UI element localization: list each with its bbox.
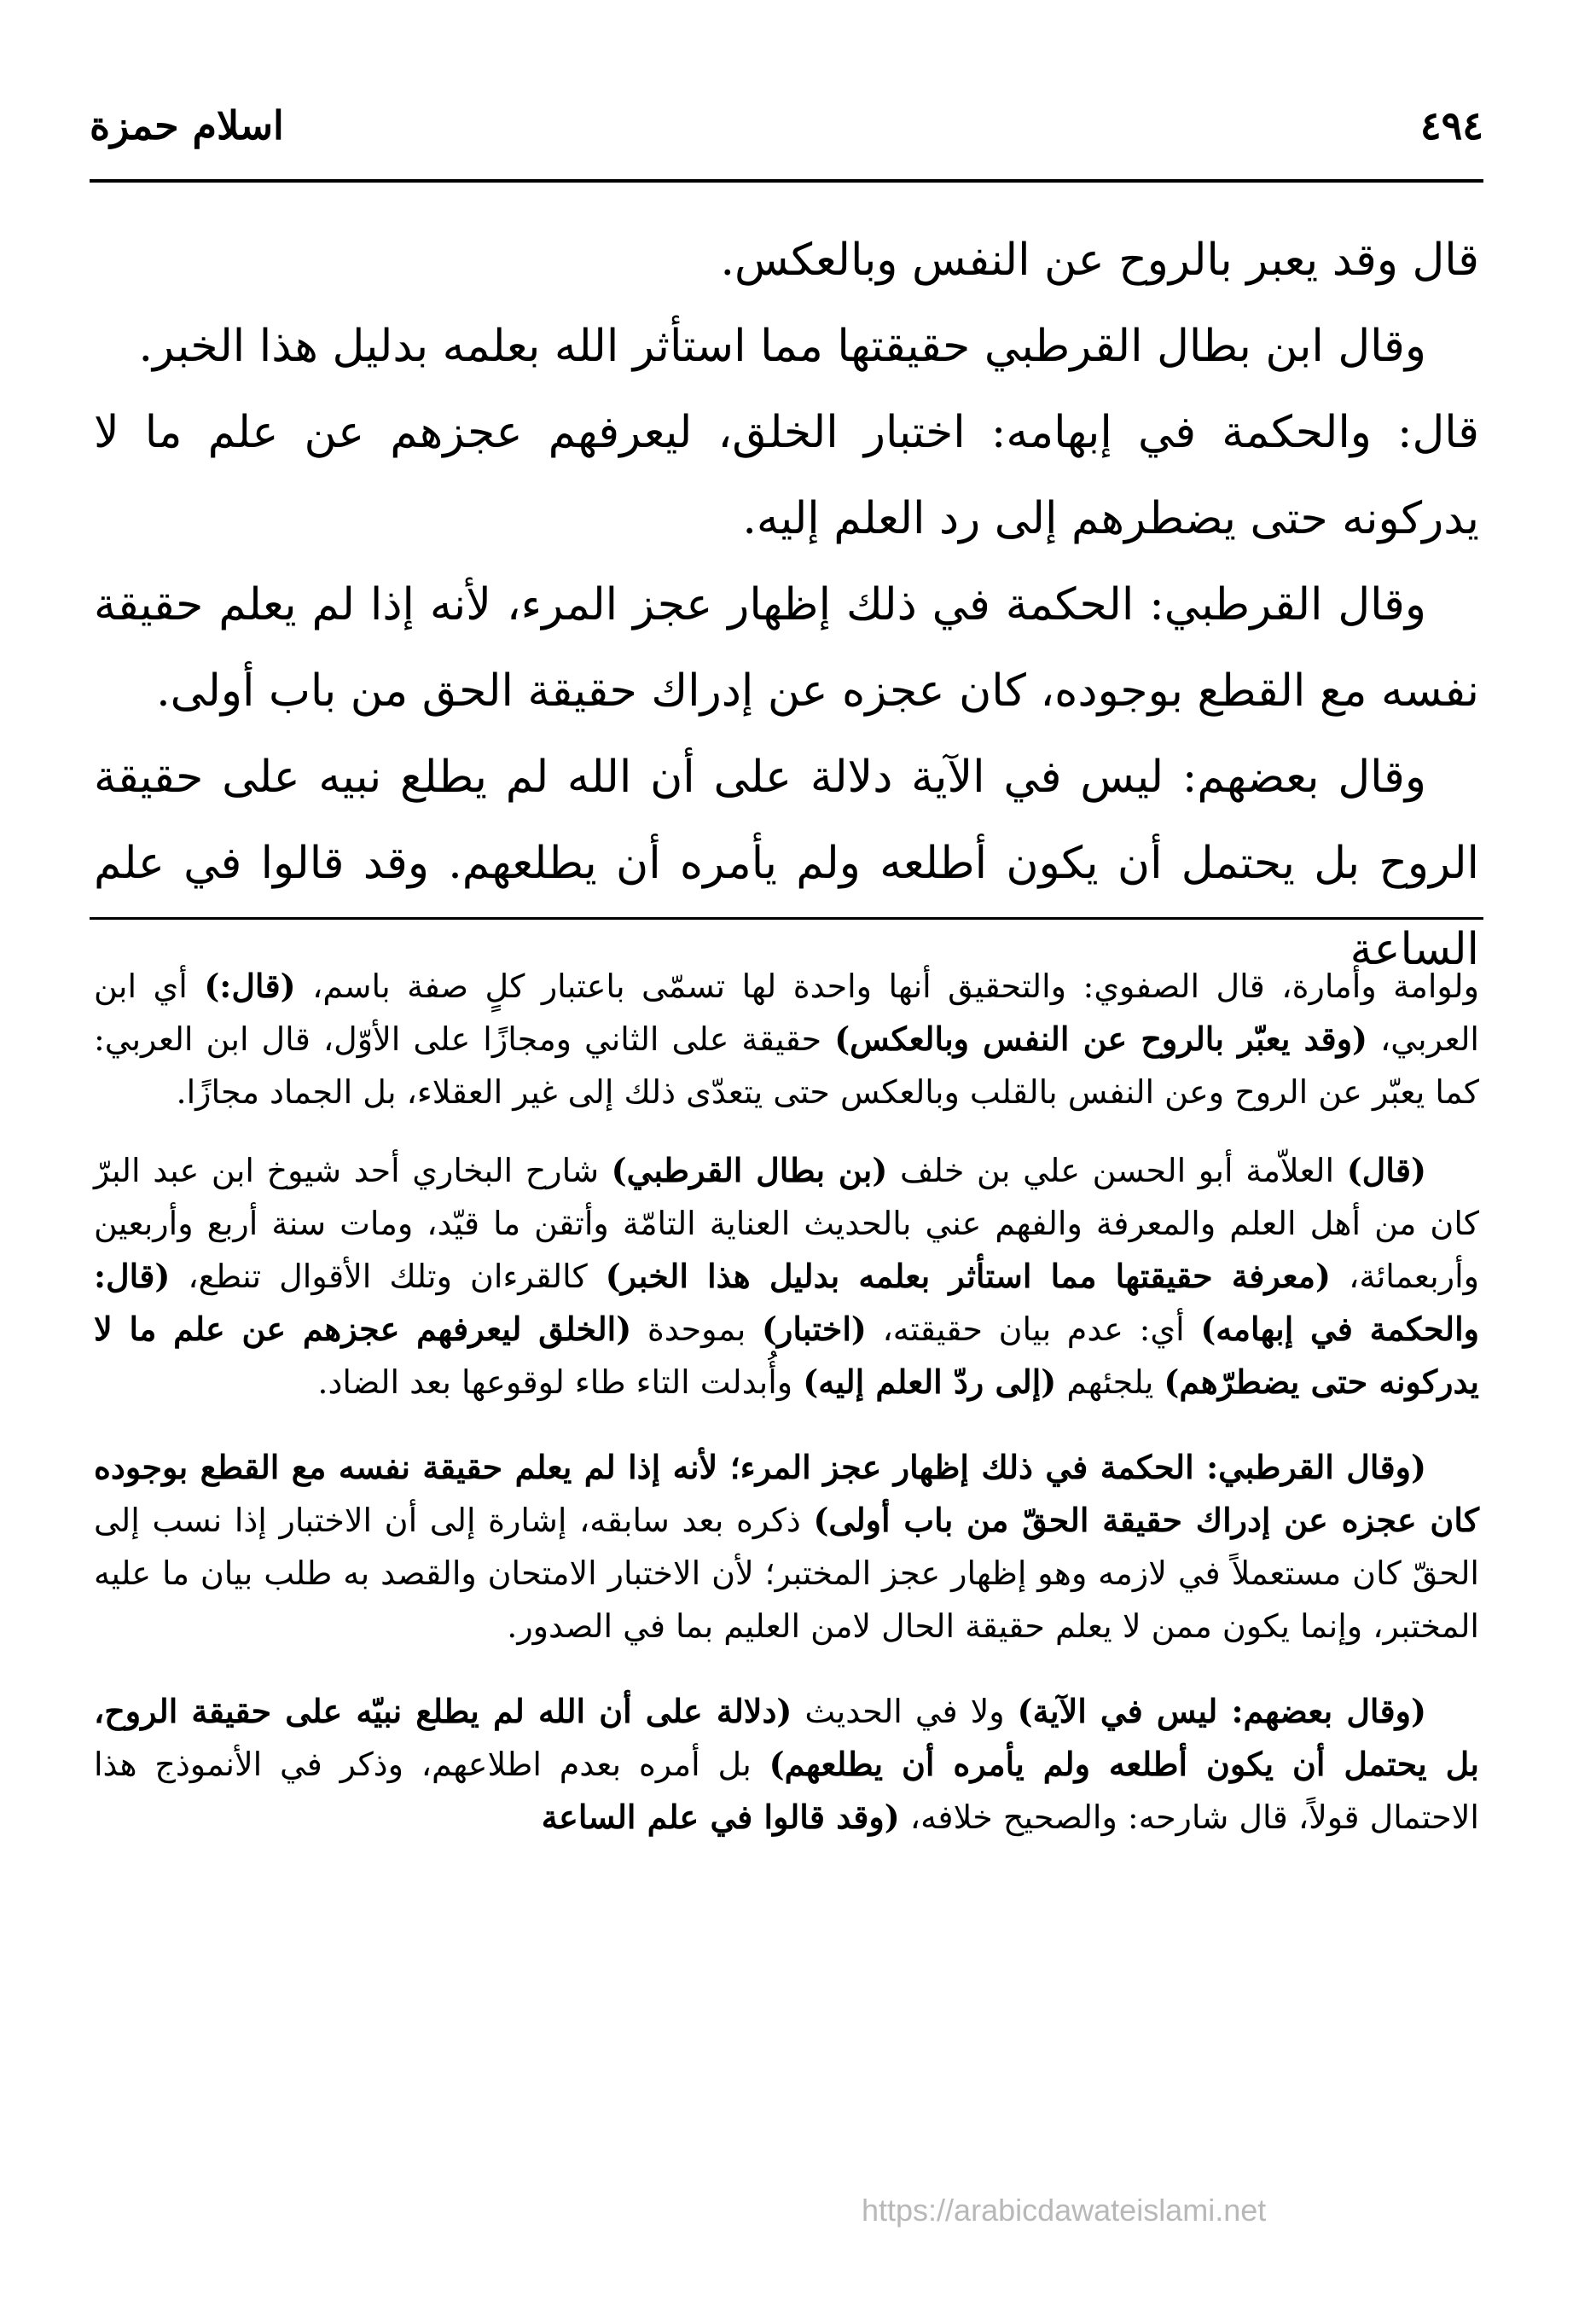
page-number: ٤٩٤ bbox=[1419, 102, 1483, 148]
commentary bbox=[94, 960, 1479, 1876]
page-header bbox=[90, 102, 1483, 179]
quoted-text: (دلالة على أن الله لم يطلع نبيّه على حقيقة الروح، بل يحتمل أن يكون أطلعه ولم يأمره أن يطلعهم) bbox=[94, 1692, 1479, 1783]
main-paragraph: قال وقد يعبر بالروح عن النفس وبالعكس. bbox=[720, 235, 1479, 286]
quoted-text: (قال: والحكمة في إبهامه) bbox=[94, 1257, 1479, 1348]
main-paragraph: وقال بعضهم: ليس في الآية دلالة على أن الله لم يطلع نبيه على حقيقة الروح بل يحتمل أن يكون أطلعه ولم يأمره أن يطلعهم. وقد قالوا في علم الساعة bbox=[94, 752, 1479, 975]
quoted-text: (اختبار) bbox=[761, 1310, 867, 1348]
commentary-paragraph bbox=[94, 960, 1479, 1118]
commentary-text: بموحدة bbox=[631, 1310, 762, 1348]
quoted-text: (وقال القرطبي: الحكمة في ذلك إظهار عجز المرء؛ لأنه إذا لم يعلم حقيقة نفسه مع القطع بوجوده كان عجزه عن إدراك حقيقة الحقّ من باب أولى) bbox=[94, 1448, 1479, 1539]
quoted-text: (قال:) bbox=[204, 967, 296, 1005]
quoted-text: (الخلق ليعرفهم عجزهم عن علم ما لا يدركونه حتى يضطرّهم) bbox=[94, 1310, 1479, 1401]
commentary-text: ولوامة وأمارة، قال الصفوي: والتحقيق أنها واحدة لها تسمّى باعتبار كلٍ صفة باسم، bbox=[295, 967, 1479, 1005]
main-paragraph: وقال القرطبي: الحكمة في ذلك إظهار عجز المرء، لأنه إذا لم يعلم حقيقة نفسه مع القطع بوجوده، كان عجزه عن إدراك حقيقة الحق من باب أولى. bbox=[94, 579, 1479, 717]
commentary-text: حقيقة على الثاني ومجازًا على الأوّل، قال ابن العربي: كما يعبّر عن الروح وعن النفس بالقلب وبالعكس حتى يتعدّى ذلك إلى غير العقلاء، بل الجماد مجازًا. bbox=[94, 1020, 1479, 1111]
quoted-text: (معرفة حقيقتها مما استأثر بعلمه بدليل هذا الخبر) bbox=[605, 1257, 1332, 1295]
commentary-text: أي: عدم بيان حقيقته، bbox=[866, 1310, 1201, 1348]
commentary-paragraph bbox=[94, 1441, 1479, 1653]
quoted-text: (وقال بعضهم: ليس في الآية) bbox=[1017, 1692, 1426, 1730]
commentary-text: أي ابن العربي، bbox=[94, 967, 1479, 1058]
quoted-text: (إلى ردّ العلم إليه) bbox=[803, 1362, 1057, 1401]
running-title: اسلام حمزة bbox=[90, 102, 284, 148]
commentary-text: ولا في الحديث bbox=[792, 1693, 1018, 1730]
main-text bbox=[94, 218, 1479, 993]
commentary-text: بل أمره بعدم اطلاعهم، وذكر في الأنموذج هذا الاحتمال قولاً، قال شارحه: والصحيح خلافه، bbox=[94, 1746, 1479, 1836]
watermark-url: https://arabicdawateislami.net bbox=[862, 2193, 1267, 2228]
quoted-text: (وقد يعبّر بالروح عن النفس وبالعكس) bbox=[834, 1020, 1368, 1058]
commentary-text: العلاّمة أبو الحسن علي بن خلف bbox=[887, 1152, 1347, 1189]
header-rule bbox=[90, 179, 1483, 183]
commentary-text: شارح البخاري أحد شيوخ ابن عبد البرّ كان من أهل العلم والمعرفة والفهم عني بالحديث العناية التامّة وأتقن ما قيّد، ومات سنة أربع وأربعين وأربعمائة، bbox=[94, 1152, 1479, 1295]
main-paragraph: وقال ابن بطال القرطبي حقيقتها مما استأثر الله بعلمه بدليل هذا الخبر. bbox=[138, 321, 1426, 372]
commentary-text: يلجئهم bbox=[1056, 1363, 1164, 1401]
footnote-separator bbox=[90, 917, 1483, 920]
quoted-text: (وقد قالوا في علم الساعة bbox=[541, 1798, 900, 1836]
commentary-text: ذكره بعد سابقه، إشارة إلى أن الاختبار إذا نسب إلى الحقّ كان مستعملاً في لازمه وهو إظهار عجز المختبر؛ لأن الاختبار الامتحان والقصد به طلب بيان ما عليه المختبر، وإنما يكون ممن لا يعلم حقيقة الحال لامن العليم بما في الصدور. bbox=[94, 1502, 1479, 1645]
main-paragraph: قال: والحكمة في إبهامه: اختبار الخلق، ليعرفهم عجزهم عن علم ما لا يدركونه حتى يضطرهم إلى رد العلم إليه. bbox=[94, 407, 1479, 544]
quoted-text: (قال) bbox=[1346, 1151, 1426, 1189]
commentary-text: كالقرءان وتلك الأقوال تنطع، bbox=[170, 1258, 606, 1295]
commentary-text: وأُبدلت التاء طاء لوقوعها بعد الضاد. bbox=[317, 1363, 804, 1401]
commentary-paragraph bbox=[94, 1685, 1479, 1844]
commentary-paragraph bbox=[94, 1144, 1479, 1409]
quoted-text: (بن بطال القرطبي) bbox=[611, 1151, 888, 1189]
